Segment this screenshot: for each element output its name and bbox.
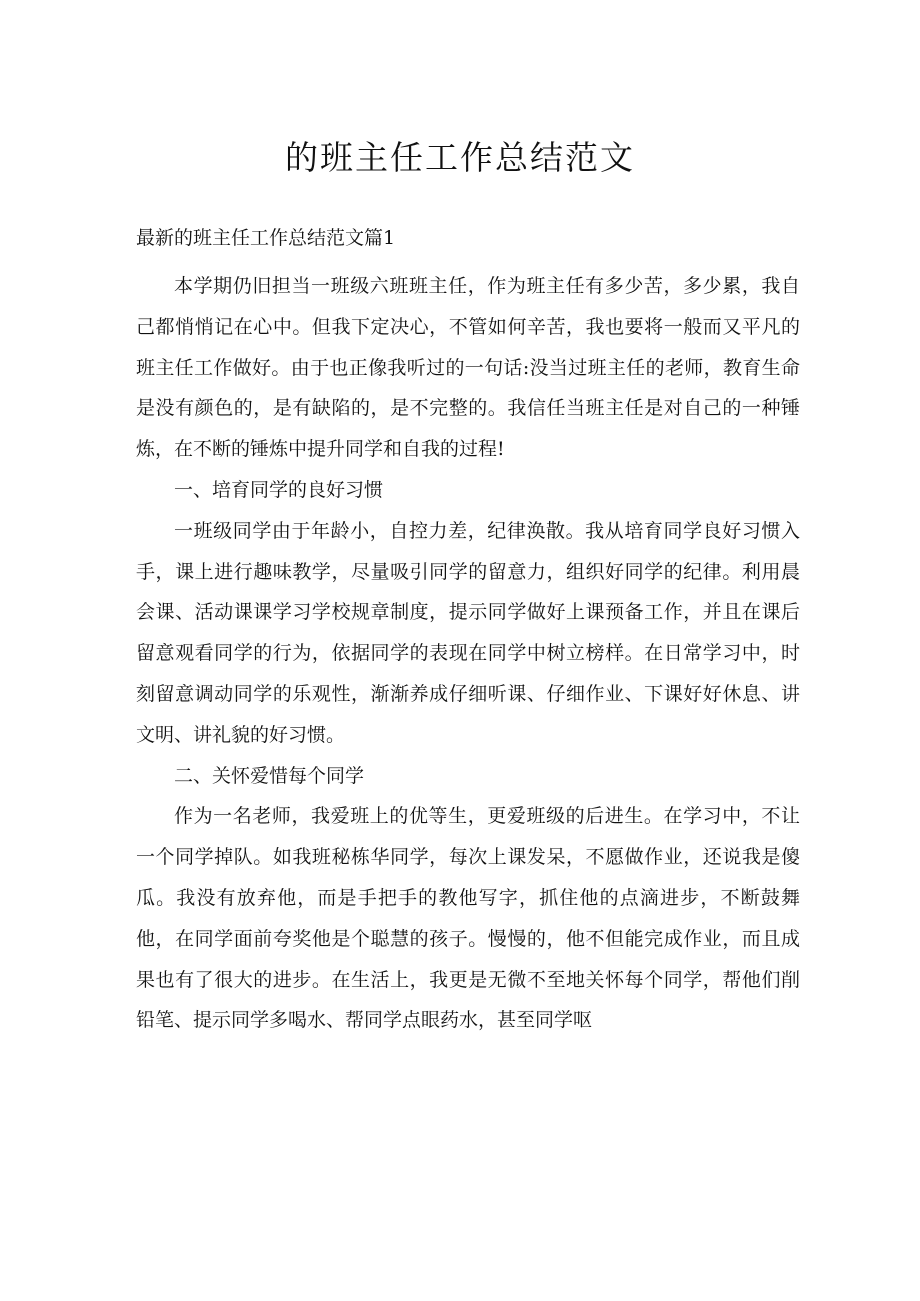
heading-care: 二、关怀爱惜每个同学 — [174, 764, 365, 787]
heading-habits: 一、培育同学的良好习惯 — [174, 478, 384, 501]
section-heading: 最新的班主任工作总结范文篇1 — [136, 227, 396, 249]
document-body — [136, 266, 800, 1041]
paragraph-care: 作为一名老师，我爱班上的优等生，更爱班级的后进生。在学习中，不让一个同学掉队。如我班秘栋华同学，每次上课发呆，不愿做作业，还说我是傻瓜。我没有放弃他，而是手把手的教他写字，抓住他的点滴进步，不断鼓舞他，在同学面前夸奖他是个聪慧的孩子。慢慢的，他不但能完成作业，而且成果也有了很大的进步。在生活上，我更是无微不至地关怀每个同学，帮他们削铅笔、提示同学多喝水、帮同学点眼药水，甚至同学呕 — [136, 805, 800, 1032]
document-title: 的班主任工作总结范文 — [285, 138, 635, 177]
paragraph-habits: 一班级同学由于年龄小，自控力差，纪律涣散。我从培育同学良好习惯入手，课上进行趣味教学，尽量吸引同学的留意力，组织好同学的纪律。利用晨会课、活动课课学习学校规章制度，提示同学做好上课预备工作，并且在课后留意观看同学的行为，依据同学的表现在同学中树立榜样。在日常学习中，时刻留意调动同学的乐观性，渐渐养成仔细听课、仔细作业、下课好好休息、讲文明、讲礼貌的好习惯。 — [136, 519, 800, 746]
paragraph-intro: 本学期仍旧担当一班级六班班主任，作为班主任有多少苦，多少累，我自己都悄悄记在心中。但我下定决心，不管如何辛苦，我也要将一般而又平凡的班主任工作做好。由于也正像我听过的一句话:没当过班主任的老师，教育生命是没有颜色的，是有缺陷的，是不完整的。我信任当班主任是对自己的一种锤炼，在不断的锤炼中提升同学和自我的过程! — [136, 275, 800, 461]
